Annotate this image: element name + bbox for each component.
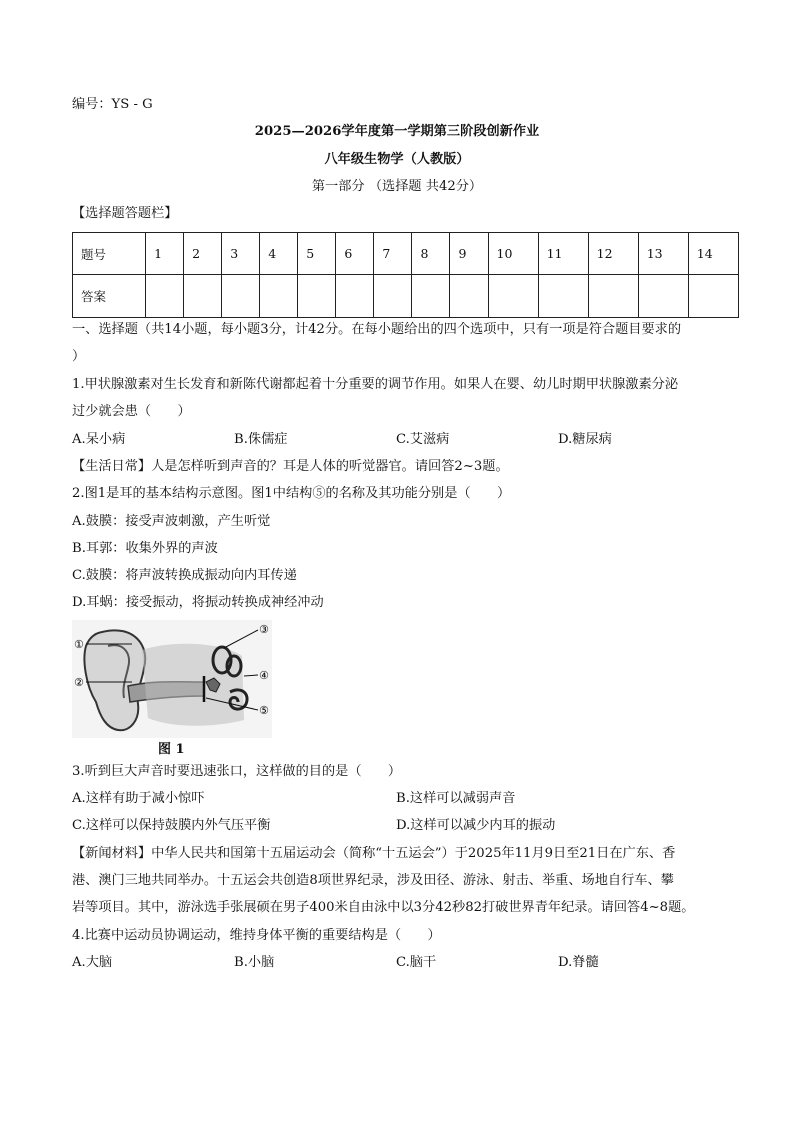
q1-option-d[interactable]: D.糖尿病 [558, 432, 612, 447]
q3-option-b[interactable]: B.这样可以减弱声音 [396, 791, 516, 806]
question-number-row [73, 233, 739, 275]
answer-cell[interactable] [336, 275, 374, 318]
answer-cell[interactable] [450, 275, 488, 318]
answer-cell[interactable] [412, 275, 450, 318]
life-material: 【生活日常】人是怎样听到声音的？耳是人体的听觉器官。请回答2~3题。 [72, 459, 509, 474]
question-number-cell: 14 [688, 233, 738, 275]
q1-stem-cont: 过少就会患（ ） [72, 404, 191, 419]
question-number-cell: 1 [146, 233, 184, 275]
q2-option-c[interactable]: C.鼓膜：将声波转换成振动向内耳传递 [72, 568, 297, 583]
q3-option-a[interactable]: A.这样有助于减小惊吓 [72, 791, 205, 806]
q2-option-a[interactable]: A.鼓膜：接受声波刺激，产生听觉 [72, 514, 271, 529]
q1-option-b[interactable]: B.侏儒症 [234, 432, 288, 447]
ear-structure-figure [72, 620, 272, 752]
answer-row [73, 275, 739, 318]
question-number-cell: 6 [336, 233, 374, 275]
news-material-line2: 港、澳门三地共同举办。十五运会共创造8项世界纪录，涉及田径、游泳、射击、举重、场地自行车、攀 [72, 873, 674, 888]
q2-stem: 2.图1是耳的基本结构示意图。图1中结构⑤的名称及其功能分别是（ ） [72, 486, 511, 501]
section-heading-cont: ） [72, 349, 86, 364]
section-heading: 一、选择题（共14小题，每小题3分，计42分。在每小题给出的四个选项中，只有一项是符合题目要求的 [72, 322, 682, 337]
answer-table [72, 232, 739, 318]
q4-option-d[interactable]: D.脊髓 [558, 955, 599, 970]
serial-number: 编号：YS - G [72, 97, 153, 112]
question-number-cell: 2 [184, 233, 222, 275]
q3-option-c[interactable]: C.这样可以保持鼓膜内外气压平衡 [72, 818, 271, 833]
question-number-cell: 7 [374, 233, 412, 275]
q4-stem: 4.比赛中运动员协调运动，维持身体平衡的重要结构是（ ） [72, 928, 441, 943]
ear-diagram [72, 620, 272, 738]
answer-cell[interactable] [260, 275, 298, 318]
figure-label-1: ① [74, 638, 84, 651]
q2-option-d[interactable]: D.耳蜗：接受振动，将振动转换成神经冲动 [72, 595, 324, 610]
answer-cell[interactable] [588, 275, 638, 318]
q4-option-c[interactable]: C.脑干 [396, 955, 437, 970]
question-number-cell: 13 [638, 233, 688, 275]
answer-bar-label: 【选择题答题栏】 [72, 206, 178, 221]
figure-caption: 图 1 [158, 742, 185, 757]
row-label-answer: 答案 [73, 275, 146, 318]
q4-option-a[interactable]: A.大脑 [72, 955, 113, 970]
question-number-cell: 10 [488, 233, 538, 275]
q3-stem: 3.听到巨大声音时要迅速张口，这样做的目的是（ ） [72, 764, 402, 779]
answer-cell[interactable] [222, 275, 260, 318]
answer-cell[interactable] [146, 275, 184, 318]
news-material-line3: 岩等项目。其中，游泳选手张展硕在男子400米自由泳中以3分42秒82打破世界青年纪录。请回答4~8题。 [72, 900, 695, 915]
q4-option-b[interactable]: B.小脑 [234, 955, 275, 970]
question-number-cell: 3 [222, 233, 260, 275]
row-label-number: 题号 [73, 233, 146, 275]
question-number-cell: 12 [588, 233, 638, 275]
document-subtitle: 八年级生物学（人教版） [324, 152, 470, 167]
q1-option-c[interactable]: C.艾滋病 [396, 432, 450, 447]
question-number-cell: 11 [538, 233, 588, 275]
news-material-line1: 【新闻材料】中华人民共和国第十五届运动会（简称“十五运会”）于2025年11月9日至21日在广东、香 [72, 846, 676, 861]
answer-cell[interactable] [488, 275, 538, 318]
answer-cell[interactable] [184, 275, 222, 318]
question-number-cell: 4 [260, 233, 298, 275]
answer-cell[interactable] [688, 275, 738, 318]
part-heading: 第一部分 （选择题 共42分） [311, 179, 483, 194]
answer-cell[interactable] [538, 275, 588, 318]
q1-stem: 1.甲状腺激素对生长发育和新陈代谢都起着十分重要的调节作用。如果人在婴、幼儿时期甲状腺激素分泌 [72, 377, 679, 392]
question-number-cell: 8 [412, 233, 450, 275]
q3-option-d[interactable]: D.这样可以减少内耳的振动 [396, 818, 556, 833]
answer-cell[interactable] [374, 275, 412, 318]
figure-label-3: ③ [259, 623, 269, 636]
question-number-cell: 5 [298, 233, 336, 275]
answer-cell[interactable] [298, 275, 336, 318]
answer-cell[interactable] [638, 275, 688, 318]
question-number-cell: 9 [450, 233, 488, 275]
figure-label-2: ② [74, 676, 84, 689]
q1-option-a[interactable]: A.呆小病 [72, 432, 126, 447]
figure-label-4: ④ [259, 669, 269, 682]
figure-label-5: ⑤ [259, 704, 269, 717]
q2-option-b[interactable]: B.耳郭：收集外界的声波 [72, 541, 218, 556]
document-title: 2025—2026学年度第一学期第三阶段创新作业 [254, 124, 540, 139]
